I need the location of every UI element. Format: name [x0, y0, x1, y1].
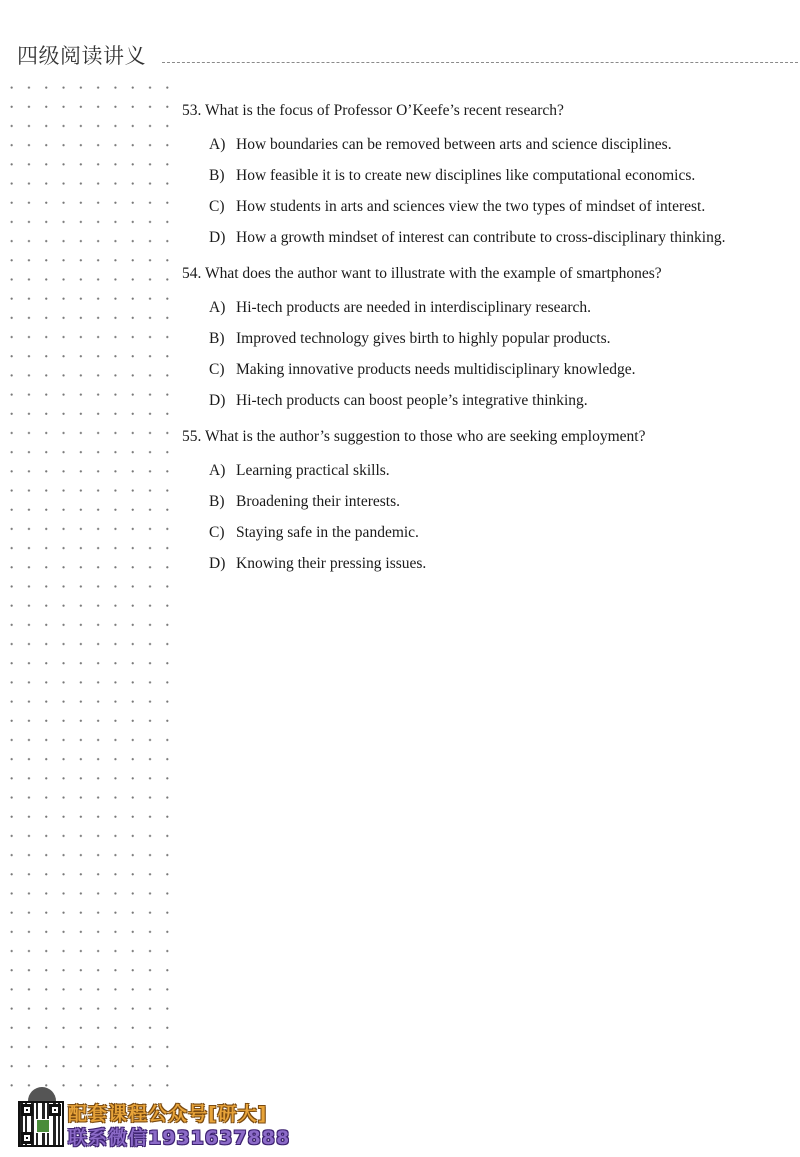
option-text: How students in arts and sciences view the two types of mindset of interest.	[236, 198, 706, 215]
option-letter: C)	[209, 198, 225, 215]
option-letter: B)	[209, 167, 225, 184]
option-a	[182, 129, 748, 160]
option-c	[182, 517, 748, 548]
option-letter: B)	[209, 330, 225, 347]
question-stem: 54. What does the author want to illustrate with the example of smartphones?	[182, 265, 662, 282]
qr-finder-mark	[21, 1104, 33, 1116]
question-stem: 55. What is the author’s suggestion to those who are seeking employment?	[182, 428, 646, 445]
option-c	[182, 191, 748, 222]
qr-code-icon[interactable]	[18, 1101, 64, 1147]
option-letter: A)	[209, 299, 226, 316]
option-letter: D)	[209, 555, 226, 572]
option-d	[182, 385, 748, 416]
option-d	[182, 548, 748, 579]
question-54	[182, 261, 748, 416]
footer-banner-contact: 联系微信1931637888	[68, 1127, 291, 1149]
question-list	[182, 98, 748, 579]
option-text: How feasible it is to create new disciplines like computational economics.	[236, 167, 696, 184]
qr-finder-mark	[21, 1132, 33, 1144]
page-header-title: 四级阅读讲义	[17, 44, 146, 68]
option-letter: A)	[209, 136, 226, 153]
option-letter: D)	[209, 392, 226, 409]
option-text: Learning practical skills.	[236, 462, 390, 479]
option-a	[182, 292, 748, 323]
footer-banner-course: 配套课程公众号[研大]	[68, 1103, 268, 1125]
option-letter: B)	[209, 493, 225, 510]
option-d	[182, 222, 748, 253]
option-b	[182, 323, 748, 354]
option-text: Knowing their pressing issues.	[236, 555, 427, 572]
option-b	[182, 486, 748, 517]
option-text: How a growth mindset of interest can contribute to cross-disciplinary thinking.	[236, 229, 726, 246]
option-text: Improved technology gives birth to highly popular products.	[236, 330, 611, 347]
question-53	[182, 98, 748, 253]
option-letter: D)	[209, 229, 226, 246]
question-55	[182, 424, 748, 579]
option-letter: A)	[209, 462, 226, 479]
option-b	[182, 160, 748, 191]
option-text: Hi-tech products can boost people’s integrative thinking.	[236, 392, 588, 409]
dot-grid-notes-margin	[0, 78, 172, 1090]
option-text: Making innovative products needs multidisciplinary knowledge.	[236, 361, 636, 378]
option-text: Hi-tech products are needed in interdisciplinary research.	[236, 299, 592, 316]
header-divider	[162, 62, 798, 63]
option-letter: C)	[209, 361, 225, 378]
qr-finder-mark	[49, 1104, 61, 1116]
option-a	[182, 455, 748, 486]
option-letter: C)	[209, 524, 225, 541]
option-text: How boundaries can be removed between arts and science disciplines.	[236, 136, 672, 153]
question-stem: 53. What is the focus of Professor O’Keefe’s recent research?	[182, 102, 564, 119]
qr-center-logo	[36, 1119, 50, 1133]
footer-watermark	[18, 1093, 318, 1149]
option-text: Staying safe in the pandemic.	[236, 524, 419, 541]
option-text: Broadening their interests.	[236, 493, 400, 510]
option-c	[182, 354, 748, 385]
